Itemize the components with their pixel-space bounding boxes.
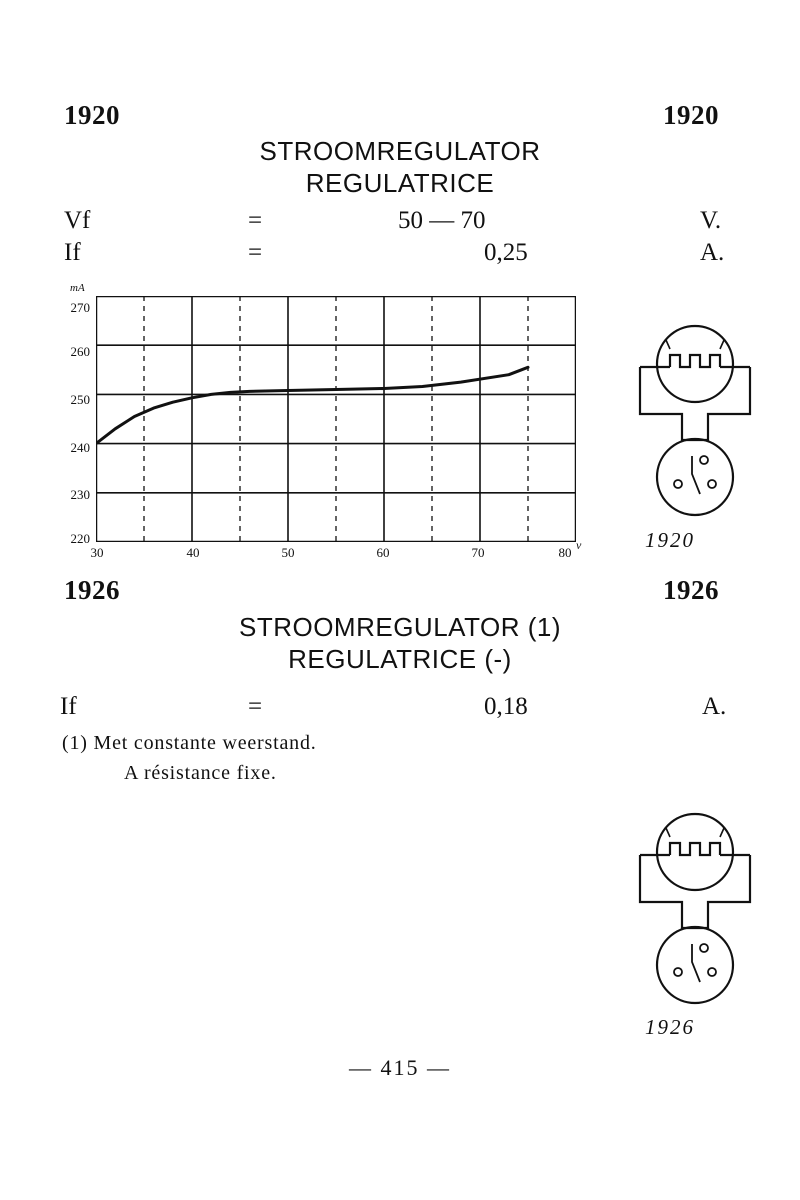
chart-xtick-40: 40 [186, 545, 200, 560]
entry-title-nl-1920: STROOMREGULATOR [259, 136, 541, 166]
current-regulator-chart [96, 296, 576, 542]
spec-unit-if-1920: A. [700, 239, 725, 266]
chart-xtick-60: 60 [376, 545, 390, 560]
schematic-caption-1926: 1926 [645, 1015, 695, 1039]
spec-label-if-1920: If [64, 239, 81, 266]
tube-schematic-svg-1926 [620, 810, 770, 1020]
chart-x-axis-unit: v [576, 538, 582, 552]
spec-label-if-1926: If [60, 693, 77, 720]
tube-schematic-svg-1920 [620, 322, 770, 532]
chart-xtick-30: 30 [90, 545, 104, 560]
spec-equals-if-1920: = [248, 239, 263, 266]
spec-equals-vf: = [248, 207, 263, 234]
schematic-caption-1920: 1920 [645, 528, 695, 552]
spec-unit-if-1926: A. [702, 693, 727, 720]
footnote-line-nl: (1) Met constante weerstand. [62, 732, 317, 754]
page-footer: — 415 — [349, 1055, 451, 1080]
tube-schematic-1920 [620, 322, 770, 537]
entry-title-fr-1926: REGULATRICE (-) [288, 644, 512, 674]
spec-value-vf: 50 — 70 [398, 207, 486, 234]
chart-xtick-80: 80 [558, 545, 572, 560]
entry-number-left-1920: 1920 [64, 100, 120, 130]
chart-ytick-250: 250 [70, 392, 90, 407]
chart-svg [96, 296, 576, 542]
spec-equals-if-1926: = [248, 693, 263, 720]
spec-label-vf: Vf [64, 207, 91, 234]
spec-value-if-1926: 0,18 [484, 693, 528, 720]
chart-ytick-240: 240 [70, 440, 90, 455]
entry-title-nl-1926: STROOMREGULATOR (1) [238, 612, 561, 642]
entry-number-left-1926: 1926 [64, 575, 120, 605]
chart-xtick-50: 50 [281, 545, 295, 560]
chart-xtick-70: 70 [471, 545, 485, 560]
entry-number-right-1920: 1920 [663, 100, 719, 130]
entry-number-right-1926: 1926 [663, 575, 719, 605]
chart-ytick-260: 260 [70, 344, 90, 359]
chart-ytick-270: 270 [70, 300, 90, 315]
tube-schematic-1926 [620, 810, 770, 1025]
entry-title-fr-1920: REGULATRICE [305, 168, 495, 198]
footnote-line-fr: A résistance fixe. [124, 762, 277, 784]
chart-ytick-230: 230 [70, 487, 90, 502]
spec-unit-vf: V. [700, 207, 722, 234]
spec-value-if-1920: 0,25 [484, 239, 528, 266]
chart-ytick-220: 220 [70, 531, 90, 546]
chart-y-axis-unit: mA [70, 282, 85, 294]
